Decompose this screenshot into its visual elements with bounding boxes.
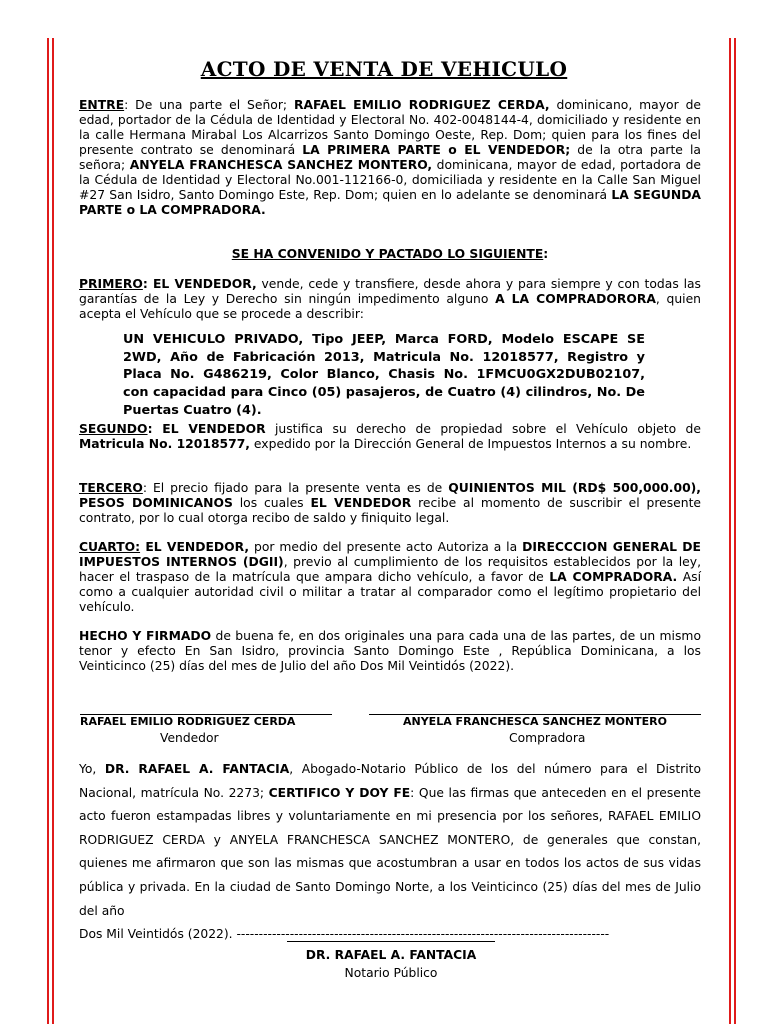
text: de la otra parte la señora; [79,142,701,172]
text: : El precio fijado para la presente venta es de [142,481,449,495]
bold-text: : EL VENDEDOR [147,422,266,436]
text: dominicano, mayor de edad, portador de la Cédula de Identidad y Electoral No. 402-0048144-4, domiciliado y residente en la calle Hermana Mirabal Los Alcarrizos Santo Domingo Oeste, Rep. Dom; quien para los fines del presente contrato se denominará [79,98,701,157]
buyer-role: LA SEGUNDA PARTE o LA COMPRADORA. [79,187,701,217]
document-title: ACTO DE VENTA DE VEHICULO [200,57,568,81]
seller-signature-role: Vendedor [160,731,219,745]
text: justifica su derecho de propiedad sobre el Vehículo objeto de [265,422,701,436]
seller-signature-name: RAFAEL EMILIO RODRIGUEZ CERDA [80,715,296,728]
text: Yo, [79,762,105,776]
notary-last-line: Dos Mil Veintidós (2022). ------------------------------------------------------------------------------------ [79,927,610,942]
right-margin-rule [729,38,731,1024]
bold-text: EL VENDEDOR [310,495,412,510]
vehicle-details: Tipo JEEP, Marca FORD, Modelo ESCAPE SE 2WD, Año de Fabricación 2013, Matricula No. 12018577, Registro y Placa No. G486219, Color Blanco, Chasis No. 1FMCU0GX2DUB02107, con capacidad para Cinco (05) pasajeros, de Cuatro (4) cilindros, No. De Puertas Cuatro (4). [123,332,645,418]
clause-label: TERCERO [79,481,143,495]
hecho-paragraph [79,629,701,674]
text: : De una parte el Señor; [124,98,294,112]
vehicle-prefix: UN VEHICULO PRIVADO, [123,332,313,347]
text: , previo al cumplimiento de los requisitos establecidos por la ley, hacer el traspaso de la matrícula que ampara dicho vehículo, a favor de [79,554,702,584]
bold-text: EL VENDEDOR, [140,540,250,554]
right-margin-rule [734,38,736,1024]
text: de buena fe, en dos originales una para cada una de las partes, de un mismo tenor y efecto En San Isidro, provincia Santo Domingo Este , República Dominicana, a los Veinticinco (25) días del mes de Julio del año Dos Mil Veintidós (2022). [79,629,701,673]
buyer-name: ANYELA FRANCHESCA SANCHEZ MONTERO, [129,157,433,172]
entre-label: ENTRE [79,98,125,112]
notary-signature-role: Notario Público [344,966,438,980]
notary-signature-line [287,941,495,942]
text: , Abogado-Notario Público de los del número para el Distrito Nacional, matrícula No. 2273; [79,762,701,800]
text: recibe al momento de suscribir el presente contrato, por lo cual otorga recibo de saldo y finiquito legal. [79,495,702,525]
text: los cuales [232,495,311,510]
text: , quien acepta el Vehículo que se procede a describir: [79,291,701,321]
segundo-clause [79,422,701,452]
text: expedido por la Dirección General de Impuestos Internos a su nombre. [250,436,692,451]
bold-text: DIRECCCION GENERAL DE IMPUESTOS INTERNOS (DGII) [79,540,701,569]
text: por medio del presente acto Autoriza a la [249,540,523,554]
heading-text: SE HA CONVENIDO Y PACTADO LO SIGUIENTE [231,247,544,261]
cuarto-clause [79,540,701,615]
convenido-heading [79,247,701,262]
bold-text: LA COMPRADORA. [549,569,678,584]
bold-text: HECHO Y FIRMADO [79,629,212,643]
entre-paragraph [79,98,701,218]
notary-certification [79,758,701,947]
buyer-signature-name: ANYELA FRANCHESCA SANCHEZ MONTERO [403,715,667,728]
vehicle-description [123,331,645,420]
clause-label: PRIMERO [79,277,143,291]
clause-label: SEGUNDO [79,422,148,436]
heading-colon: : [543,247,549,261]
certify-text: CERTIFICO Y DOY FE [268,785,411,800]
price-text: QUINIENTOS MIL (RD$ 500,000.00), PESOS DOMINICANOS [79,481,701,510]
text: vende, cede y transfiere, desde ahora y para siempre y con todas las garantías de la Ley y Derecho sin ningún impedimento alguno [79,277,701,306]
bold-text: Matricula No. 12018577, [79,436,250,451]
seller-role: LA PRIMERA PARTE o EL VENDEDOR; [302,142,571,157]
text: Así como a cualquier autoridad civil o militar a tratar al comparador como el legítimo propietario del vehículo. [79,569,701,614]
bold-text: A LA COMPRADORORA [495,291,656,306]
notary-body [79,758,701,923]
clause-label: CUARTO: [79,540,141,554]
notary-name: DR. RAFAEL A. FANTACIA [104,762,290,776]
primero-clause [79,277,701,322]
tercero-clause [79,481,701,526]
bold-text: : EL VENDEDOR, [142,277,257,291]
text: : Que las firmas que anteceden en el presente acto fueron estampadas libres y voluntariamente en mi presencia por los señores, RAFAEL EMILIO RODRIGUEZ CERDA y ANYELA FRANCHESCA SANCHEZ MONTERO, de generales que constan, quienes me afirmaron que son las mismas que acostumbran a usar en todos los actos de sus vidas pública y privada. En la ciudad de Santo Domingo Norte, a los Veinticinco (25) días del mes de Julio del año [79,785,701,918]
seller-name: RAFAEL EMILIO RODRIGUEZ CERDA, [293,98,550,112]
buyer-signature-role: Compradora [509,731,586,745]
notary-signature-name: DR. RAFAEL A. FANTACIA [305,948,477,962]
left-margin-rule [47,38,49,1024]
left-margin-rule [52,38,54,1024]
text: dominicana, mayor de edad, portadora de la Cédula de Identidad y Electoral No.001-112166-0, domiciliada y residente en la Calle San Miguel #27 San Isidro, Santo Domingo Este, Rep. Dom; quien en lo adelante se denominará [79,157,701,202]
